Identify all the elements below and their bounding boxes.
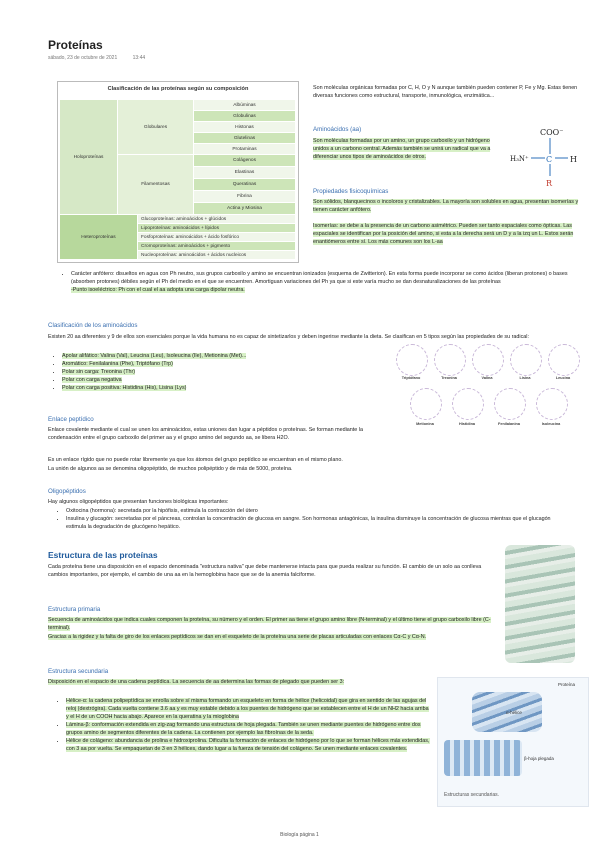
figure-caption: Estructuras secundarias.: [444, 792, 500, 798]
filament-item: Fibrina: [194, 191, 296, 203]
oligo-text: Hay algunos oligopéptidos que presentan funciones biológicas importantes:: [48, 499, 229, 505]
molecule-label: Leucina: [555, 376, 571, 380]
hetero-item: Cromoproteínas: aminoácidos + pigmento: [138, 242, 296, 251]
caracter-item: • Carácter anfótero: disueltos en agua con Ph neutro, sus grupos carboxilo y amino se encuentran ionizados (esquema de Zwitterion). En esta forma puede incorporar se como ácidos (liberan protones) o bases (absorben protones) débiles según el Ph del medio en el que se encuentren. Amortiguan variaciones del Ph ya que si este varía mucho se dan desnaturalizaciones de las proteínas -Punto isoeléctrico: Ph con el cual el aa adopta una carga dipolar neutra.: [71, 270, 587, 294]
clasificacion-text: Existen 20 aa diferentes y 9 de ellos son esenciales porque la vida humana no es capaz de sintetizarlos y deben ingerirse mediante la dieta. Se clasifican en 5 tipos según las propiedades de su radical:: [48, 334, 529, 340]
hetero-item: Lipoproteínas: aminoácidos + lípidos: [138, 224, 296, 233]
aminoacid-molecules-figure: [390, 338, 585, 432]
figure-label-alpha: α-hélice: [506, 710, 522, 715]
secundaria-text: Disposición en el espacio de una cadena peptídica. La secuencia de aa determina las formas de plegado que pueden ser 3:: [48, 679, 345, 685]
oligo-heading: Oligopéptidos: [48, 488, 86, 495]
list-item: • Aromático: Fenilalanina (Phe), Triptófano (Trp): [62, 360, 388, 368]
molecule-image: [536, 388, 568, 420]
enlace-text-3: La unión de algunos aa se denomina oligopéptido, de muchos polipéptido y de más de 5000, proteína.: [48, 466, 293, 472]
primaria-heading: Estructura primaria: [48, 606, 101, 613]
globular-item: Albúminas: [194, 100, 296, 111]
list-item: • Apolar alifático: Valina (Val), Leucina (Leu), Isoleucina (Ile), Metionina (Met)...: [62, 352, 388, 360]
figure-label-proteina: Proteína: [558, 682, 576, 687]
hetero-cell: Heteroproteínas: [60, 215, 138, 260]
filament-item: Actina y Miosina: [194, 203, 296, 215]
beta-sheet-image: [444, 740, 522, 776]
page-footer: Biología página 1: [280, 832, 319, 838]
protein-helix-image: [505, 545, 575, 663]
secondary-structures-figure: [437, 677, 589, 807]
list-item: • Insulina y glucagón: secretadas por el páncreas, controlan la concentración de glucosa en sangre. Son hormonas antagónicas, la insulina disminuye la concentración de glucosa mientras que el glucagón estimula la degradación de glucógeno hepático.: [66, 515, 572, 531]
hetero-item: Glucoproteínas: aminoácidos + glúcidos: [138, 215, 296, 224]
filamentosas-cell: Filamentosas: [118, 155, 194, 215]
estructura-heading: Estructura de las proteínas: [48, 550, 158, 560]
list-item: • Polar con carga positiva: Histidina (His), Lisina (Lys): [62, 384, 388, 392]
enlace-text: Enlace covalente mediante el cual se unen los aminoácidos, estas uniones dan lugar a péptidos o proteínas. Se forman mediante la condensación entre el grupo carboxilo del primer aa y el grupo amino del segundo aa, se libera H2O.: [48, 427, 363, 441]
formula-c: C: [546, 155, 553, 164]
enlace-text-2: Es un enlace rígido que no puede rotar libremente ya que los átomos del grupo peptídico se encuentran en el mismo plano.: [48, 457, 343, 463]
filament-item: Queratinas: [194, 179, 296, 191]
list-item: • Hélice de colágeno: abundancia de prolina e hidroxiprolina. Dificulta la formación de enlaces de hidrógeno por lo que se forman hélices más extendidas, con 3 aa por vuelta. Se empaquetan de 3 en 3 hélices, dando lugar a la fuerza de tensión del colágeno. Se unen mediante enlaces covalentes.: [66, 737, 432, 753]
molecule-label: Treonina: [441, 376, 457, 380]
enlace-heading: Enlace peptídico: [48, 416, 94, 423]
molecule-label: Valina: [481, 376, 493, 380]
molecule-label: Triptófano: [401, 376, 421, 380]
globular-item: Protaminas: [194, 144, 296, 155]
page-title: Proteínas: [48, 38, 103, 52]
caracter-block: [57, 270, 587, 294]
globulares-cell: Globulares: [118, 100, 194, 155]
classification-figure: [57, 81, 299, 263]
propiedades-heading: Propiedades fisicoquímicas: [313, 188, 389, 195]
intro-paragraph: Son moléculas orgánicas formadas por C, H, O y N aunque también pueden contener P, Fe y Mg. Estas tienen diversas funciones como estructural, transporte, inmunológica, enzimática...: [313, 85, 578, 99]
figure-grid: [60, 100, 296, 260]
amino-formula-figure: [510, 128, 580, 190]
list-item: • Lámina-β: conformación extendida en zig-zag formando una estructura de hoja plegada. También se unen mediante puentes de hidrógeno entre dos grupos amino de segmentos diferentes de la cadena. La contienen por ejemplo las fibroínas de la seda.: [66, 721, 432, 737]
figure-title: Clasificación de las proteínas según su composición: [107, 86, 249, 92]
isomerias-text: Isomerías: se debe a la presencia de un carbono asimétrico. Pueden ser tanto espaciales como ópticas. Las espaciales se identifican por la posición del amino, si esta a la derecha será un D y a la izq un L. Estos serán enantiómeros entre sí. Los más comunes son los L-aa: [313, 223, 574, 245]
formula-r: R: [546, 179, 553, 188]
molecule-image: [510, 344, 542, 376]
molecule-label: Metionina: [416, 422, 434, 426]
primaria-text: Secuencia de aminoácidos que indica cuales componen la proteína, su número y el orden. El primer aa tiene el grupo amino libre (N-terminal) y el último tiene el grupo carboxilo libre (C-terminal).: [48, 617, 491, 631]
time-text: 13:44: [132, 55, 146, 61]
filament-item: Elastinas: [194, 167, 296, 179]
molecule-label: Histidina: [458, 422, 476, 426]
holo-cell: Holoproteínas: [60, 100, 118, 215]
dateline: [48, 55, 159, 61]
formula-h3n: H₃N⁺: [510, 155, 529, 163]
formula-h: H: [570, 155, 577, 164]
molecule-image: [472, 344, 504, 376]
secundaria-heading: Estructura secundaria: [48, 668, 109, 675]
list-item: • Polar con carga negativa: [62, 376, 388, 384]
molecule-image: [434, 344, 466, 376]
list-item: • Oxitocina (hormona): secretada por la hipófisis, estimula la contracción del útero: [66, 507, 572, 515]
figure-label-beta: β-hoja plegada: [524, 756, 554, 761]
formula-coo: COO⁻: [540, 128, 564, 137]
aminoacidos-text: Son moléculas formadas por un amino, un grupo carboxilo y un hidrógeno unidos a un carbono central. Además también se unirá un radical que va a diferenciar unos tipos de aminoácidos de otros.: [313, 138, 491, 160]
estructura-text: Cada proteína tiene una disposición en el espacio denominada "estructura nativa" que debe mantenerse intacta para que pueda realizar su función. El cambio de un solo aa conlleva cambios importantes, por ejemplo, el cambio de una aa en la hemoglobina hace que se de la anemia falciforme.: [48, 564, 482, 578]
date-text: sábado, 23 de octubre de 2021: [48, 55, 118, 61]
molecule-label: Fenilalanina: [498, 422, 520, 426]
filament-item: Colágenos: [194, 155, 296, 167]
molecule-image: [452, 388, 484, 420]
propiedades-text: Son sólidos, blanquecinos o incoloros y cristalizables. La mayoría son solubles en agua, presentan isomerías y tienen carácter anfótero.: [313, 199, 579, 213]
primaria-text-2: Gracias a la rigidez y la falta de giro de los enlaces peptídicos se dan en el esqueleto de la proteína una serie de placas articuladas con enlaces Cα-C y Cα-N.: [48, 634, 427, 640]
oligo-list: [52, 507, 572, 531]
clasificacion-heading: Clasificación de los aminoácidos: [48, 322, 138, 329]
list-item: • Hélice-α: la cadena polipeptídica se enrolla sobre sí misma formando un esqueleto en forma de hélice (helicoidal) que gira en sentido de las agujas del reloj (dextrógira). Cada vuelta contiene 3.6 aa y es muy estable debido a los puentes de hidrógeno que se establecen entre el H de un NH2 hacia arriba y el H de un COOH hacia abajo. Aparece en la queratina y la mioglobina: [66, 697, 432, 721]
hetero-item: Fosfoproteínas: aminoácidos + ácido fosfórico: [138, 233, 296, 242]
globular-item: Glutelinas: [194, 133, 296, 144]
molecule-label: Isoleucina: [541, 422, 561, 426]
molecule-image: [548, 344, 580, 376]
molecule-image: [410, 388, 442, 420]
molecule-image: [494, 388, 526, 420]
aminoacidos-heading: Aminoácidos (aa): [313, 126, 362, 133]
list-item: • Polar sin carga: Treonina (Thr): [62, 368, 388, 376]
hetero-item: Nucleoproteínas: aminoácidos + ácidos nucleicos: [138, 251, 296, 260]
globular-item: Globulinas: [194, 111, 296, 122]
molecule-label: Lisina: [519, 376, 531, 380]
molecule-image: [396, 344, 428, 376]
secundaria-list: [52, 697, 432, 753]
clasificacion-list: [48, 352, 388, 392]
globular-item: Histonas: [194, 122, 296, 133]
